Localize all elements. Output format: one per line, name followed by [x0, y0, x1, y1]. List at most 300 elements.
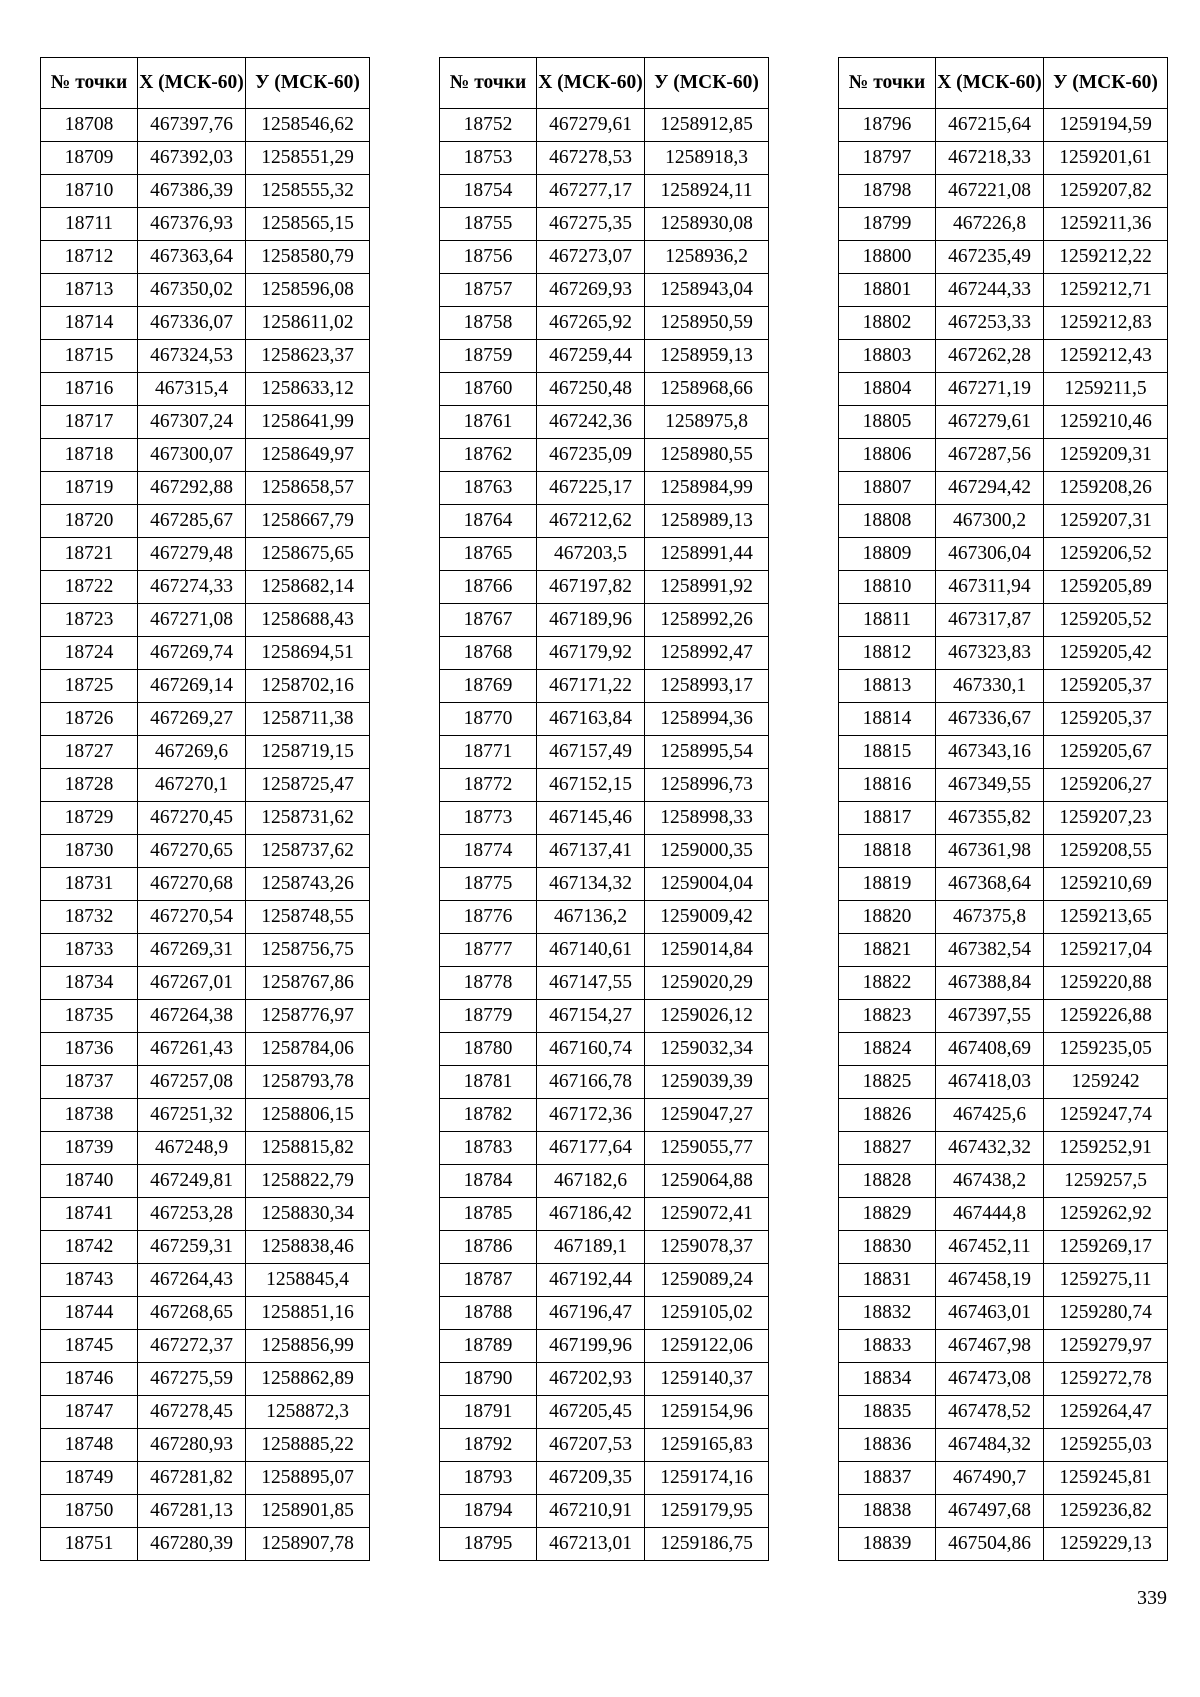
- point-number-cell: 18758: [440, 307, 537, 340]
- point-number-cell: 18832: [839, 1297, 936, 1330]
- table-row: [41, 1462, 370, 1495]
- point-number-cell: 18721: [41, 538, 138, 571]
- y-coordinate-cell: 1259220,88: [1044, 967, 1168, 1000]
- table-row: [839, 835, 1168, 868]
- x-coordinate-cell: 467137,41: [537, 835, 645, 868]
- x-coordinate-cell: 467154,27: [537, 1000, 645, 1033]
- x-coordinate-cell: 467504,86: [936, 1528, 1044, 1561]
- table-row: [440, 1000, 769, 1033]
- point-number-cell: 18726: [41, 703, 138, 736]
- x-coordinate-cell: 467408,69: [936, 1033, 1044, 1066]
- x-coordinate-cell: 467272,37: [138, 1330, 246, 1363]
- x-coordinate-cell: 467268,65: [138, 1297, 246, 1330]
- point-number-cell: 18798: [839, 175, 936, 208]
- y-coordinate-cell: 1258975,8: [645, 406, 769, 439]
- y-coordinate-cell: 1258968,66: [645, 373, 769, 406]
- x-coordinate-cell: 467294,42: [936, 472, 1044, 505]
- x-coordinate-cell: 467279,48: [138, 538, 246, 571]
- x-coordinate-cell: 467253,28: [138, 1198, 246, 1231]
- point-number-cell: 18710: [41, 175, 138, 208]
- y-coordinate-cell: 1259194,59: [1044, 109, 1168, 142]
- y-coordinate-cell: 1259272,78: [1044, 1363, 1168, 1396]
- table-row: [839, 1099, 1168, 1132]
- point-number-cell: 18750: [41, 1495, 138, 1528]
- y-coordinate-cell: 1259205,37: [1044, 670, 1168, 703]
- point-number-cell: 18715: [41, 340, 138, 373]
- point-number-cell: 18714: [41, 307, 138, 340]
- y-coordinate-cell: 1258830,34: [246, 1198, 370, 1231]
- y-coordinate-cell: 1258980,55: [645, 439, 769, 472]
- page-number: 339: [1137, 1587, 1167, 1609]
- point-number-cell: 18780: [440, 1033, 537, 1066]
- y-coordinate-cell: 1258856,99: [246, 1330, 370, 1363]
- y-coordinate-cell: 1258991,92: [645, 571, 769, 604]
- x-coordinate-cell: 467349,55: [936, 769, 1044, 802]
- x-coordinate-cell: 467251,32: [138, 1099, 246, 1132]
- point-number-cell: 18719: [41, 472, 138, 505]
- x-coordinate-cell: 467285,67: [138, 505, 246, 538]
- y-coordinate-cell: 1258731,62: [246, 802, 370, 835]
- y-coordinate-cell: 1258667,79: [246, 505, 370, 538]
- x-coordinate-cell: 467264,43: [138, 1264, 246, 1297]
- y-coordinate-cell: 1259047,27: [645, 1099, 769, 1132]
- table-row: [41, 274, 370, 307]
- point-number-cell: 18720: [41, 505, 138, 538]
- point-number-cell: 18783: [440, 1132, 537, 1165]
- y-coordinate-cell: 1259212,71: [1044, 274, 1168, 307]
- y-coordinate-cell: 1259275,11: [1044, 1264, 1168, 1297]
- point-number-cell: 18796: [839, 109, 936, 142]
- y-coordinate-cell: 1258711,38: [246, 703, 370, 736]
- table-row: [839, 208, 1168, 241]
- y-coordinate-cell: 1258748,55: [246, 901, 370, 934]
- x-coordinate-cell: 467307,24: [138, 406, 246, 439]
- x-coordinate-cell: 467264,38: [138, 1000, 246, 1033]
- x-coordinate-cell: 467209,35: [537, 1462, 645, 1495]
- y-coordinate-cell: 1259004,04: [645, 868, 769, 901]
- table-row: [839, 1165, 1168, 1198]
- y-coordinate-cell: 1258649,97: [246, 439, 370, 472]
- x-coordinate-cell: 467203,5: [537, 538, 645, 571]
- point-number-cell: 18753: [440, 142, 537, 175]
- y-coordinate-cell: 1259212,83: [1044, 307, 1168, 340]
- y-coordinate-cell: 1258984,99: [645, 472, 769, 505]
- table-row: [41, 439, 370, 472]
- x-coordinate-cell: 467196,47: [537, 1297, 645, 1330]
- y-coordinate-cell: 1258993,17: [645, 670, 769, 703]
- y-coordinate-cell: 1258992,47: [645, 637, 769, 670]
- table-row: [41, 1297, 370, 1330]
- x-coordinate-cell: 467242,36: [537, 406, 645, 439]
- point-number-cell: 18743: [41, 1264, 138, 1297]
- y-coordinate-cell: 1259020,29: [645, 967, 769, 1000]
- x-coordinate-cell: 467166,78: [537, 1066, 645, 1099]
- x-coordinate-cell: 467147,55: [537, 967, 645, 1000]
- x-coordinate-cell: 467189,1: [537, 1231, 645, 1264]
- table-row: [839, 142, 1168, 175]
- table-row: [440, 571, 769, 604]
- point-number-cell: 18773: [440, 802, 537, 835]
- table-row: [440, 1165, 769, 1198]
- table-row: [839, 1330, 1168, 1363]
- y-coordinate-cell: 1259055,77: [645, 1132, 769, 1165]
- y-coordinate-cell: 1258675,65: [246, 538, 370, 571]
- table-row: [41, 967, 370, 1000]
- x-coordinate-cell: 467134,32: [537, 868, 645, 901]
- table-row: [839, 571, 1168, 604]
- point-number-cell: 18830: [839, 1231, 936, 1264]
- table-row: [440, 802, 769, 835]
- table-row: [440, 373, 769, 406]
- table-row: [440, 1330, 769, 1363]
- point-number-cell: 18764: [440, 505, 537, 538]
- table-row: [839, 241, 1168, 274]
- point-number-cell: 18717: [41, 406, 138, 439]
- y-coordinate-cell: 1259210,69: [1044, 868, 1168, 901]
- point-number-cell: 18742: [41, 1231, 138, 1264]
- point-number-cell: 18725: [41, 670, 138, 703]
- x-coordinate-cell: 467261,43: [138, 1033, 246, 1066]
- point-number-cell: 18808: [839, 505, 936, 538]
- table-row: [839, 967, 1168, 1000]
- point-number-cell: 18781: [440, 1066, 537, 1099]
- y-coordinate-cell: 1259242: [1044, 1066, 1168, 1099]
- y-coordinate-cell: 1258950,59: [645, 307, 769, 340]
- y-coordinate-cell: 1259205,52: [1044, 604, 1168, 637]
- y-coordinate-cell: 1259280,74: [1044, 1297, 1168, 1330]
- y-coordinate-cell: 1259201,61: [1044, 142, 1168, 175]
- y-coordinate-cell: 1259213,65: [1044, 901, 1168, 934]
- point-number-cell: 18744: [41, 1297, 138, 1330]
- y-coordinate-cell: 1258743,26: [246, 868, 370, 901]
- y-coordinate-cell: 1258998,33: [645, 802, 769, 835]
- x-coordinate-cell: 467197,82: [537, 571, 645, 604]
- x-coordinate-cell: 467235,09: [537, 439, 645, 472]
- table-row: [440, 868, 769, 901]
- table-row: [440, 1264, 769, 1297]
- y-coordinate-cell: 1259245,81: [1044, 1462, 1168, 1495]
- table-row: [440, 1363, 769, 1396]
- x-coordinate-cell: 467388,84: [936, 967, 1044, 1000]
- y-coordinate-cell: 1259262,92: [1044, 1198, 1168, 1231]
- y-coordinate-cell: 1259235,05: [1044, 1033, 1168, 1066]
- y-coordinate-cell: 1258989,13: [645, 505, 769, 538]
- y-coordinate-cell: 1259208,26: [1044, 472, 1168, 505]
- point-number-cell: 18752: [440, 109, 537, 142]
- x-coordinate-cell: 467336,07: [138, 307, 246, 340]
- x-coordinate-cell: 467267,01: [138, 967, 246, 1000]
- header-x-coordinate: X (МСК-60): [138, 58, 246, 109]
- header-x-coordinate: X (МСК-60): [537, 58, 645, 109]
- point-number-cell: 18767: [440, 604, 537, 637]
- x-coordinate-cell: 467386,39: [138, 175, 246, 208]
- x-coordinate-cell: 467221,08: [936, 175, 1044, 208]
- header-point-number: № точки: [839, 58, 936, 109]
- table-row: [839, 769, 1168, 802]
- point-number-cell: 18727: [41, 736, 138, 769]
- table-row: [41, 175, 370, 208]
- point-number-cell: 18839: [839, 1528, 936, 1561]
- y-coordinate-cell: 1258546,62: [246, 109, 370, 142]
- point-number-cell: 18814: [839, 703, 936, 736]
- point-number-cell: 18815: [839, 736, 936, 769]
- x-coordinate-cell: 467248,9: [138, 1132, 246, 1165]
- y-coordinate-cell: 1259269,17: [1044, 1231, 1168, 1264]
- x-coordinate-cell: 467363,64: [138, 241, 246, 274]
- table-row: [41, 373, 370, 406]
- table-row: [839, 670, 1168, 703]
- point-number-cell: 18749: [41, 1462, 138, 1495]
- table-row: [839, 340, 1168, 373]
- point-number-cell: 18778: [440, 967, 537, 1000]
- point-number-cell: 18792: [440, 1429, 537, 1462]
- y-coordinate-cell: 1259165,83: [645, 1429, 769, 1462]
- x-coordinate-cell: 467336,67: [936, 703, 1044, 736]
- table-row: [41, 208, 370, 241]
- point-number-cell: 18801: [839, 274, 936, 307]
- x-coordinate-cell: 467199,96: [537, 1330, 645, 1363]
- y-coordinate-cell: 1259207,82: [1044, 175, 1168, 208]
- x-coordinate-cell: 467218,33: [936, 142, 1044, 175]
- coordinates-table-2: [439, 57, 769, 1561]
- y-coordinate-cell: 1258991,44: [645, 538, 769, 571]
- point-number-cell: 18754: [440, 175, 537, 208]
- x-coordinate-cell: 467281,13: [138, 1495, 246, 1528]
- x-coordinate-cell: 467280,93: [138, 1429, 246, 1462]
- table-row: [440, 1462, 769, 1495]
- y-coordinate-cell: 1258872,3: [246, 1396, 370, 1429]
- point-number-cell: 18807: [839, 472, 936, 505]
- x-coordinate-cell: 467300,2: [936, 505, 1044, 538]
- y-coordinate-cell: 1259026,12: [645, 1000, 769, 1033]
- table-row: [839, 1495, 1168, 1528]
- table-row: [440, 835, 769, 868]
- x-coordinate-cell: 467140,61: [537, 934, 645, 967]
- point-number-cell: 18793: [440, 1462, 537, 1495]
- x-coordinate-cell: 467277,17: [537, 175, 645, 208]
- y-coordinate-cell: 1259257,5: [1044, 1165, 1168, 1198]
- table-row: [440, 637, 769, 670]
- point-number-cell: 18716: [41, 373, 138, 406]
- table-row: [839, 472, 1168, 505]
- y-coordinate-cell: 1258776,97: [246, 1000, 370, 1033]
- x-coordinate-cell: 467136,2: [537, 901, 645, 934]
- table-row: [41, 868, 370, 901]
- x-coordinate-cell: 467259,44: [537, 340, 645, 373]
- point-number-cell: 18788: [440, 1297, 537, 1330]
- table-row: [41, 1066, 370, 1099]
- point-number-cell: 18765: [440, 538, 537, 571]
- point-number-cell: 18760: [440, 373, 537, 406]
- y-coordinate-cell: 1258702,16: [246, 670, 370, 703]
- table-row: [839, 538, 1168, 571]
- point-number-cell: 18733: [41, 934, 138, 967]
- x-coordinate-cell: 467163,84: [537, 703, 645, 736]
- table-row: [41, 472, 370, 505]
- table-row: [839, 1033, 1168, 1066]
- table-row: [41, 1363, 370, 1396]
- x-coordinate-cell: 467235,49: [936, 241, 1044, 274]
- table-row: [839, 307, 1168, 340]
- y-coordinate-cell: 1258658,57: [246, 472, 370, 505]
- y-coordinate-cell: 1258806,15: [246, 1099, 370, 1132]
- y-coordinate-cell: 1259209,31: [1044, 439, 1168, 472]
- x-coordinate-cell: 467270,68: [138, 868, 246, 901]
- table-row: [440, 1066, 769, 1099]
- x-coordinate-cell: 467210,91: [537, 1495, 645, 1528]
- table-row: [440, 142, 769, 175]
- point-number-cell: 18741: [41, 1198, 138, 1231]
- table-row: [839, 1396, 1168, 1429]
- point-number-cell: 18761: [440, 406, 537, 439]
- y-coordinate-cell: 1259205,42: [1044, 637, 1168, 670]
- x-coordinate-cell: 467189,96: [537, 604, 645, 637]
- y-coordinate-cell: 1259211,5: [1044, 373, 1168, 406]
- point-number-cell: 18777: [440, 934, 537, 967]
- y-coordinate-cell: 1258555,32: [246, 175, 370, 208]
- x-coordinate-cell: 467432,32: [936, 1132, 1044, 1165]
- x-coordinate-cell: 467172,36: [537, 1099, 645, 1132]
- x-coordinate-cell: 467375,8: [936, 901, 1044, 934]
- point-number-cell: 18779: [440, 1000, 537, 1033]
- y-coordinate-cell: 1258565,15: [246, 208, 370, 241]
- point-number-cell: 18756: [440, 241, 537, 274]
- x-coordinate-cell: 467250,48: [537, 373, 645, 406]
- x-coordinate-cell: 467382,54: [936, 934, 1044, 967]
- table-row: [839, 406, 1168, 439]
- table-row: [41, 505, 370, 538]
- x-coordinate-cell: 467157,49: [537, 736, 645, 769]
- y-coordinate-cell: 1258885,22: [246, 1429, 370, 1462]
- table-row: [839, 274, 1168, 307]
- x-coordinate-cell: 467273,07: [537, 241, 645, 274]
- point-number-cell: 18708: [41, 109, 138, 142]
- table-row: [440, 1132, 769, 1165]
- x-coordinate-cell: 467458,19: [936, 1264, 1044, 1297]
- table-row: [839, 373, 1168, 406]
- x-coordinate-cell: 467192,44: [537, 1264, 645, 1297]
- point-number-cell: 18823: [839, 1000, 936, 1033]
- point-number-cell: 18837: [839, 1462, 936, 1495]
- y-coordinate-cell: 1259009,42: [645, 901, 769, 934]
- y-coordinate-cell: 1259205,67: [1044, 736, 1168, 769]
- x-coordinate-cell: 467278,53: [537, 142, 645, 175]
- point-number-cell: 18785: [440, 1198, 537, 1231]
- x-coordinate-cell: 467152,15: [537, 769, 645, 802]
- point-number-cell: 18712: [41, 241, 138, 274]
- y-coordinate-cell: 1259032,34: [645, 1033, 769, 1066]
- point-number-cell: 18757: [440, 274, 537, 307]
- table-row: [41, 307, 370, 340]
- x-coordinate-cell: 467271,08: [138, 604, 246, 637]
- y-coordinate-cell: 1258688,43: [246, 604, 370, 637]
- table-row: [839, 1528, 1168, 1561]
- table-row: [839, 1363, 1168, 1396]
- y-coordinate-cell: 1259210,46: [1044, 406, 1168, 439]
- x-coordinate-cell: 467215,64: [936, 109, 1044, 142]
- point-number-cell: 18800: [839, 241, 936, 274]
- table-row: [440, 109, 769, 142]
- x-coordinate-cell: 467343,16: [936, 736, 1044, 769]
- x-coordinate-cell: 467317,87: [936, 604, 1044, 637]
- point-number-cell: 18724: [41, 637, 138, 670]
- table-row: [41, 1495, 370, 1528]
- point-number-cell: 18831: [839, 1264, 936, 1297]
- x-coordinate-cell: 467397,76: [138, 109, 246, 142]
- point-number-cell: 18762: [440, 439, 537, 472]
- x-coordinate-cell: 467207,53: [537, 1429, 645, 1462]
- y-coordinate-cell: 1259208,55: [1044, 835, 1168, 868]
- point-number-cell: 18772: [440, 769, 537, 802]
- y-coordinate-cell: 1259247,74: [1044, 1099, 1168, 1132]
- table-row: [440, 208, 769, 241]
- x-coordinate-cell: 467205,45: [537, 1396, 645, 1429]
- table-row: [440, 670, 769, 703]
- y-coordinate-cell: 1258995,54: [645, 736, 769, 769]
- table-row: [839, 175, 1168, 208]
- x-coordinate-cell: 467269,31: [138, 934, 246, 967]
- x-coordinate-cell: 467177,64: [537, 1132, 645, 1165]
- table-row: [440, 967, 769, 1000]
- table-row: [41, 1231, 370, 1264]
- x-coordinate-cell: 467270,1: [138, 769, 246, 802]
- table-row: [839, 604, 1168, 637]
- point-number-cell: 18838: [839, 1495, 936, 1528]
- point-number-cell: 18810: [839, 571, 936, 604]
- point-number-cell: 18782: [440, 1099, 537, 1132]
- table-row: [41, 406, 370, 439]
- point-number-cell: 18819: [839, 868, 936, 901]
- x-coordinate-cell: 467279,61: [936, 406, 1044, 439]
- y-coordinate-cell: 1258725,47: [246, 769, 370, 802]
- table-row: [41, 241, 370, 274]
- table-row: [839, 703, 1168, 736]
- x-coordinate-cell: 467275,35: [537, 208, 645, 241]
- table-row: [440, 1198, 769, 1231]
- point-number-cell: 18737: [41, 1066, 138, 1099]
- table-row: [440, 406, 769, 439]
- coordinates-table-3: [838, 57, 1168, 1561]
- x-coordinate-cell: 467330,1: [936, 670, 1044, 703]
- x-coordinate-cell: 467490,7: [936, 1462, 1044, 1495]
- x-coordinate-cell: 467269,93: [537, 274, 645, 307]
- point-number-cell: 18818: [839, 835, 936, 868]
- y-coordinate-cell: 1259217,04: [1044, 934, 1168, 967]
- point-number-cell: 18730: [41, 835, 138, 868]
- x-coordinate-cell: 467463,01: [936, 1297, 1044, 1330]
- table-row: [440, 1495, 769, 1528]
- y-coordinate-cell: 1259205,37: [1044, 703, 1168, 736]
- x-coordinate-cell: 467259,31: [138, 1231, 246, 1264]
- table-row: [839, 109, 1168, 142]
- x-coordinate-cell: 467265,92: [537, 307, 645, 340]
- table-row: [41, 1198, 370, 1231]
- x-coordinate-cell: 467350,02: [138, 274, 246, 307]
- y-coordinate-cell: 1259207,23: [1044, 802, 1168, 835]
- table-row: [41, 901, 370, 934]
- y-coordinate-cell: 1258895,07: [246, 1462, 370, 1495]
- table-row: [41, 769, 370, 802]
- y-coordinate-cell: 1259122,06: [645, 1330, 769, 1363]
- point-number-cell: 18826: [839, 1099, 936, 1132]
- table-row: [440, 1429, 769, 1462]
- point-number-cell: 18718: [41, 439, 138, 472]
- y-coordinate-cell: 1259205,89: [1044, 571, 1168, 604]
- point-number-cell: 18797: [839, 142, 936, 175]
- y-coordinate-cell: 1259039,39: [645, 1066, 769, 1099]
- y-coordinate-cell: 1259226,88: [1044, 1000, 1168, 1033]
- y-coordinate-cell: 1258851,16: [246, 1297, 370, 1330]
